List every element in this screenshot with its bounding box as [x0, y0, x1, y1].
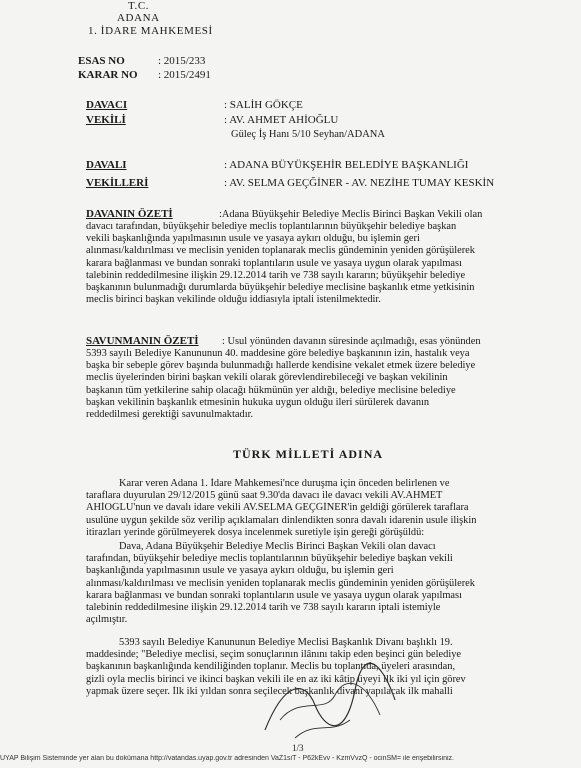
header-tc: T.C.	[128, 0, 150, 12]
vekilleri-value: : AV. SELMA GEÇĞİNER - AV. NEZİHE TUMAY KESKİN	[224, 177, 495, 189]
vekili-address: Güleç İş Hanı 5/10 Seyhan/ADANA	[231, 129, 385, 140]
text-line: reddedilmesi gerektiği savunulmaktadır.	[86, 409, 254, 421]
text-line: vekili başkanlığında yapılmasının usule ve yasaya aykırı olduğu, bu işlemin geri	[86, 233, 420, 245]
text-line: Dava, Adana Büyükşehir Belediye Meclis Birinci Başkan Vekili olan davacı	[119, 541, 436, 552]
karar-value: : 2015/2491	[158, 69, 211, 81]
text-line: maddesinde; "Belediye meclisi, seçim sonuçlarının ilânını takip eden beşinci gün belediye	[86, 649, 462, 661]
text-line: gizli oyla meclis birinci ve ikinci başkan vekili ile en az iki kâtip üyeyi ilk iki yıl için görev	[86, 673, 466, 685]
text-line: yapmak üzere seçer. İlk iki yıldan sonra seçilecek başkanlık divanı yapılacak ilk mahalli	[86, 685, 453, 697]
body-paragraph-1	[86, 478, 526, 539]
text-line: 5393 sayılı Belediye Kanununun Belediye Meclisi Başkanlık Divanı başlıklı 19.	[119, 637, 453, 648]
savunmanin-ozeti-first-line	[222, 336, 526, 348]
body-paragraph-2	[86, 541, 526, 626]
text-line: meclis birinci başkan vekilinde olduğu iddiasıyla iptali istenilmektedir.	[86, 294, 381, 306]
text-line: taraflara duyurulan 29/12/2015 günü saat 9.30'da davacı ile davacı vekili AV.AHMET	[86, 490, 443, 502]
text-line: başkan vekilinin başkanlık etmesinin hukuka uygun olduğu ileri sürülerek davanın	[86, 396, 430, 408]
davaci-label: DAVACI	[86, 99, 128, 111]
text-line: :Adana Büyükşehir Belediye Meclis Birinci Başkan Vekili olan	[219, 209, 483, 220]
text-line: talebinin reddedilmesine ilişkin 29.12.2014 tarih ve 738 sayılı kararın iptali istemiyle	[86, 602, 441, 614]
footer-note: UYAP Bilişim Sisteminde yer alan bu dokümana http://vatandas.uyap.gov.tr adresinden VaZ1siT - P62kEvv - KzmVvzQ - ocinSM= ile erişebilirsiniz.	[0, 755, 454, 762]
karar-label: KARAR NO	[78, 69, 138, 81]
davaci-value: : SALİH GÖKÇE	[224, 99, 303, 111]
davali-label: DAVALI	[86, 159, 127, 171]
esas-label: ESAS NO	[78, 55, 125, 67]
text-line: başkanının bulunmadığı durumlarda büyükşehir belediye meclisine başkanlık etme yetkisinin	[86, 282, 475, 294]
text-line: meclis üyelerinden birini başkan vekili olarak görevlendirebileceği ve başkan vekilinin	[86, 372, 448, 384]
text-line: usulüne uygun şekilde söz verilip açıklamaları dinlendikten sonra davalı idarenin usule ilişkin	[86, 514, 477, 526]
text-line: alınması/kaldırılması ve meclisin yeniden toplanarak meclis gündeminin yeniden görüşülerek	[86, 577, 475, 589]
text-line: AHİOĞLU'nun ve davalı idare vekili AV.SELMA GEÇĞİNER'in geldiği görülerek taraflara	[86, 502, 469, 514]
text-line: talebinin reddedilmesine ilişkin 29.12.2014 tarih ve 738 sayılı kararın; büyükşehir belediye	[86, 269, 466, 281]
text-line: başkanlığında yapılmasının usule ve yasaya aykırı olduğu, bu işlemin geri	[86, 565, 394, 577]
davanin-ozeti-first-line	[219, 209, 525, 221]
savunmanin-ozeti-label: SAVUNMANIN ÖZETİ	[86, 335, 199, 347]
esas-value: : 2015/233	[158, 55, 206, 67]
verdict-title: TÜRK MİLLETİ ADINA	[233, 447, 384, 461]
text-line: açılmıştır.	[86, 614, 128, 626]
text-line: itirazları yerinde görülmeyerek dosya incelenmek suretiyle işin gereği görüşüldü:	[86, 526, 425, 538]
text-line: karara bağlanması ve bundan sonraki toplantıların usule ve yasaya uygun olarak yapılması	[86, 257, 462, 269]
text-line: başka bir sebeple görev başında bulunmadığı hallerde kendisine vekalet etmek üzere belediye	[86, 360, 476, 372]
davanin-ozeti-body	[86, 221, 526, 306]
vekili-label: VEKİLİ	[86, 114, 126, 126]
header-court: 1. İDARE MAHKEMESİ	[88, 25, 213, 37]
text-line: 5393 sayılı Belediye Kanununun 40. maddesine göre belediye başkanının izin, hastalık veya	[86, 348, 470, 359]
signature-scribble	[255, 660, 405, 745]
vekili-value: : AV. AHMET AHİOĞLU	[224, 114, 339, 126]
text-line: karara bağlanması ve bundan sonraki toplantıların usule ve yasaya uygun olarak yapılması	[86, 589, 462, 601]
header-city: ADANA	[117, 12, 160, 24]
text-line: tarafından, büyükşehir belediye meclis toplantılarının büyükşehir belediye başkan vekili	[86, 553, 453, 565]
page-number: 1/3	[292, 743, 304, 753]
text-line: Karar veren Adana 1. İdare Mahkemesi'nce duruşma için önceden belirlenen ve	[119, 478, 450, 489]
text-line: davacı tarafından, büyükşehir belediye meclis toplantılarının büyükşehir belediye başkan	[86, 221, 457, 232]
vekilleri-label: VEKİLLERİ	[86, 177, 149, 189]
davali-value: : ADANA BÜYÜKŞEHİR BELEDİYE BAŞKANLIĞI	[224, 159, 469, 171]
savunmanin-ozeti-body	[86, 348, 526, 421]
text-line: : Usul yönünden davanın süresinde açılmadığı, esas yönünden	[222, 336, 481, 347]
text-line: alınması/kaldırılması ve meclisin yeniden toplanarak meclis gündeminin yeniden görüşülerek	[86, 245, 475, 257]
text-line: başkanının başkanlığında kendiliğinden toplanır. Meclis bu toplantıda, üyeleri arasından,	[86, 661, 456, 673]
davanin-ozeti-label: DAVANIN ÖZETİ	[86, 208, 173, 220]
text-line: başkanın tüm yetkilerine sahip olacağı hükmünün yer aldığı, belediye meclisine belediye	[86, 384, 456, 396]
